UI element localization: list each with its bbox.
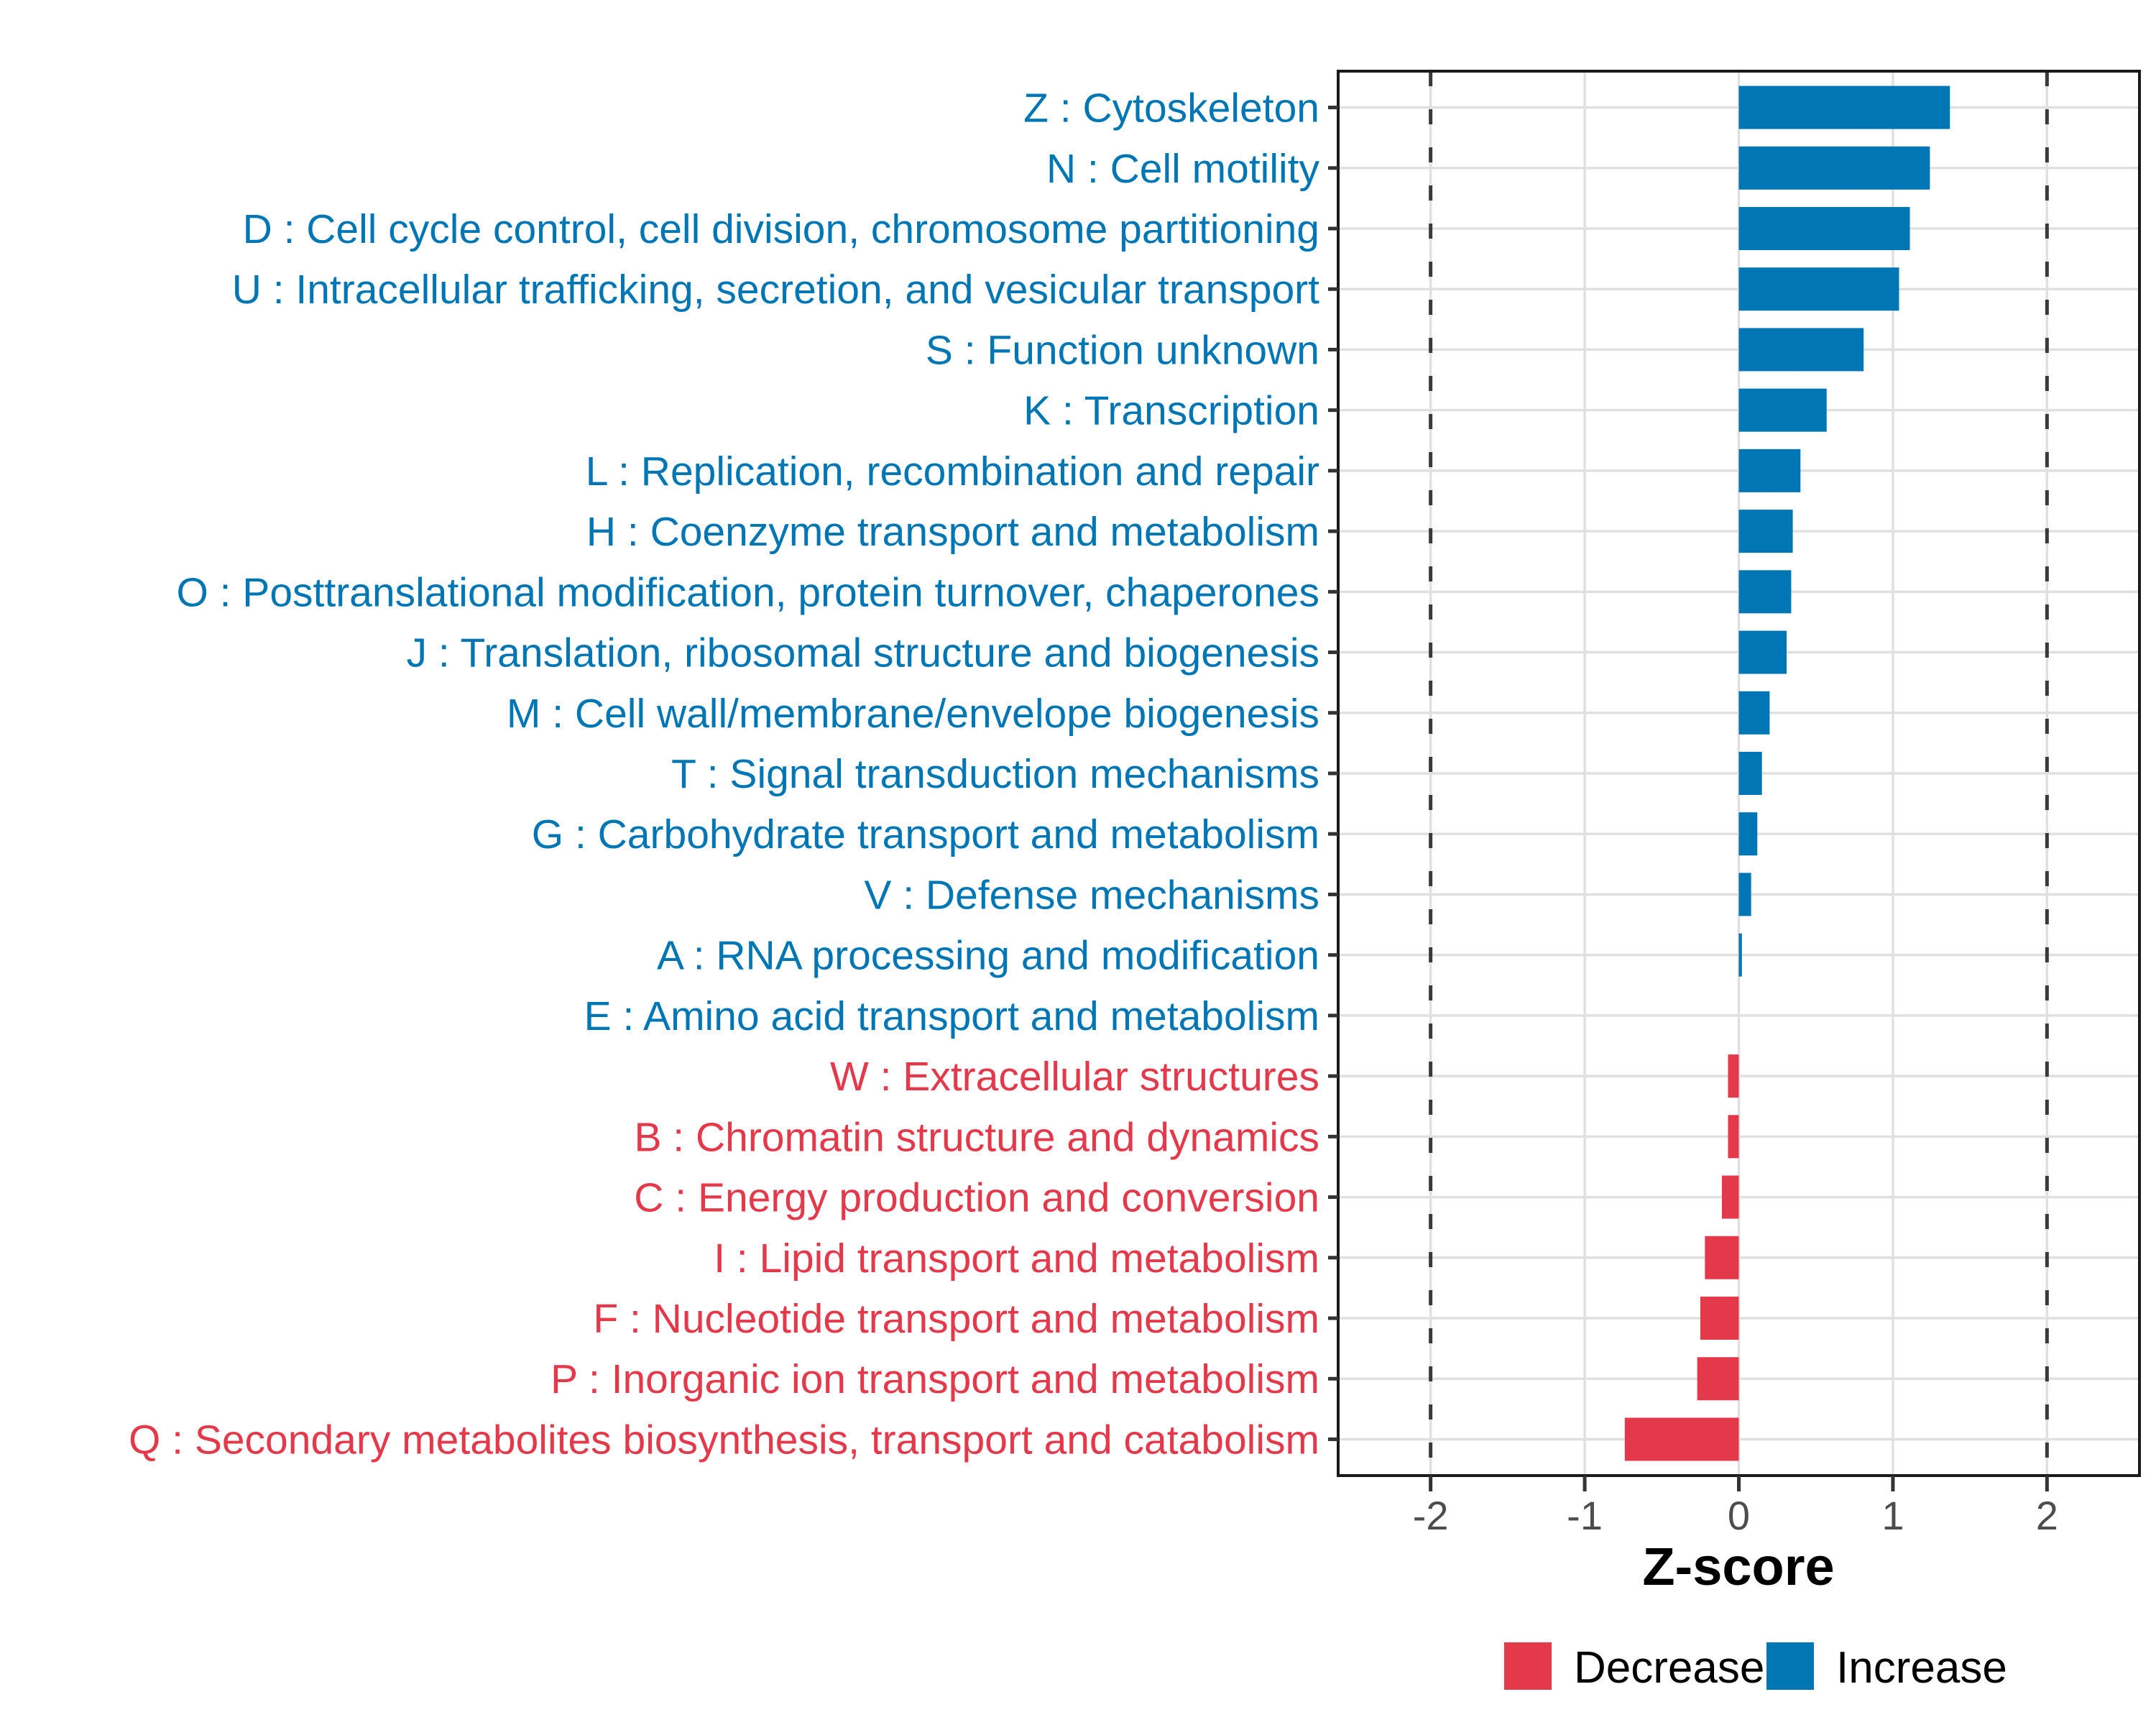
y-axis-category-labels	[129, 86, 1320, 1463]
bar-A	[1739, 934, 1742, 977]
bar-V	[1739, 873, 1751, 916]
y-label-A: A : RNA processing and modification	[657, 932, 1319, 979]
legend	[1504, 1642, 2007, 1693]
bar-P	[1697, 1357, 1739, 1400]
legend-key-decrease	[1504, 1642, 1552, 1690]
bar-M	[1739, 691, 1770, 735]
bar-T	[1739, 752, 1762, 795]
x-tick-label: 0	[1727, 1493, 1751, 1538]
bar-W	[1728, 1054, 1738, 1098]
legend-label-decrease: Decrease	[1574, 1643, 1765, 1693]
bar-C	[1722, 1176, 1739, 1219]
y-label-L: L : Replication, recombination and repair	[585, 448, 1319, 494]
y-label-E: E : Amino acid transport and metabolism	[584, 993, 1319, 1039]
y-label-C: C : Energy production and conversion	[634, 1174, 1319, 1221]
y-label-F: F : Nucleotide transport and metabolism	[593, 1296, 1319, 1343]
bar-Q	[1625, 1417, 1739, 1460]
bar-S	[1739, 328, 1864, 371]
bar-N	[1739, 147, 1930, 190]
y-label-M: M : Cell wall/membrane/envelope biogenesis	[506, 690, 1319, 737]
y-label-U: U : Intracellular trafficking, secretion, and vesicular transport	[231, 267, 1319, 313]
bar-G	[1739, 812, 1758, 855]
bar-O	[1739, 570, 1792, 613]
bar-J	[1739, 631, 1787, 674]
y-label-Q: Q : Secondary metabolites biosynthesis, transport and catabolism	[128, 1417, 1319, 1463]
y-label-I: I : Lipid transport and metabolism	[714, 1235, 1319, 1282]
bar-D	[1739, 207, 1910, 250]
bar-Z	[1739, 86, 1950, 129]
y-label-S: S : Function unknown	[925, 327, 1319, 374]
legend-label-increase: Increase	[1836, 1643, 2007, 1693]
bar-F	[1700, 1297, 1739, 1340]
bar-B	[1728, 1115, 1738, 1158]
y-label-D: D : Cell cycle control, cell division, chromosome partitioning	[242, 206, 1319, 252]
y-label-P: P : Inorganic ion transport and metabolism	[550, 1356, 1319, 1403]
y-label-N: N : Cell motility	[1046, 145, 1319, 192]
y-label-Z: Z : Cytoskeleton	[1023, 85, 1319, 132]
bar-I	[1705, 1236, 1738, 1279]
legend-key-increase	[1766, 1642, 1814, 1690]
x-tick-label: -1	[1567, 1493, 1603, 1538]
x-tick-label: 2	[2035, 1493, 2058, 1538]
x-axis-tick-labels	[1413, 1493, 2058, 1538]
x-axis-title: Z-score	[1642, 1537, 1835, 1596]
y-label-O: O : Posttranslational modification, protein turnover, chaperones	[176, 569, 1319, 616]
y-label-W: W : Extracellular structures	[830, 1054, 1319, 1100]
axis-tick-marks	[1328, 108, 2047, 1491]
y-label-J: J : Translation, ribosomal structure and biogenesis	[406, 630, 1319, 676]
bar-K	[1739, 389, 1827, 432]
y-label-V: V : Defense mechanisms	[864, 872, 1319, 919]
y-label-B: B : Chromatin structure and dynamics	[634, 1114, 1319, 1161]
bar-U	[1739, 267, 1899, 310]
bar-H	[1739, 510, 1793, 553]
x-tick-label: -2	[1412, 1493, 1449, 1538]
x-tick-label: 1	[1881, 1493, 1904, 1538]
y-label-K: K : Transcription	[1023, 387, 1319, 434]
bar-L	[1739, 449, 1801, 492]
y-label-H: H : Coenzyme transport and metabolism	[586, 509, 1319, 556]
y-label-G: G : Carbohydrate transport and metabolism	[531, 811, 1319, 858]
y-label-T: T : Signal transduction mechanisms	[671, 751, 1319, 797]
